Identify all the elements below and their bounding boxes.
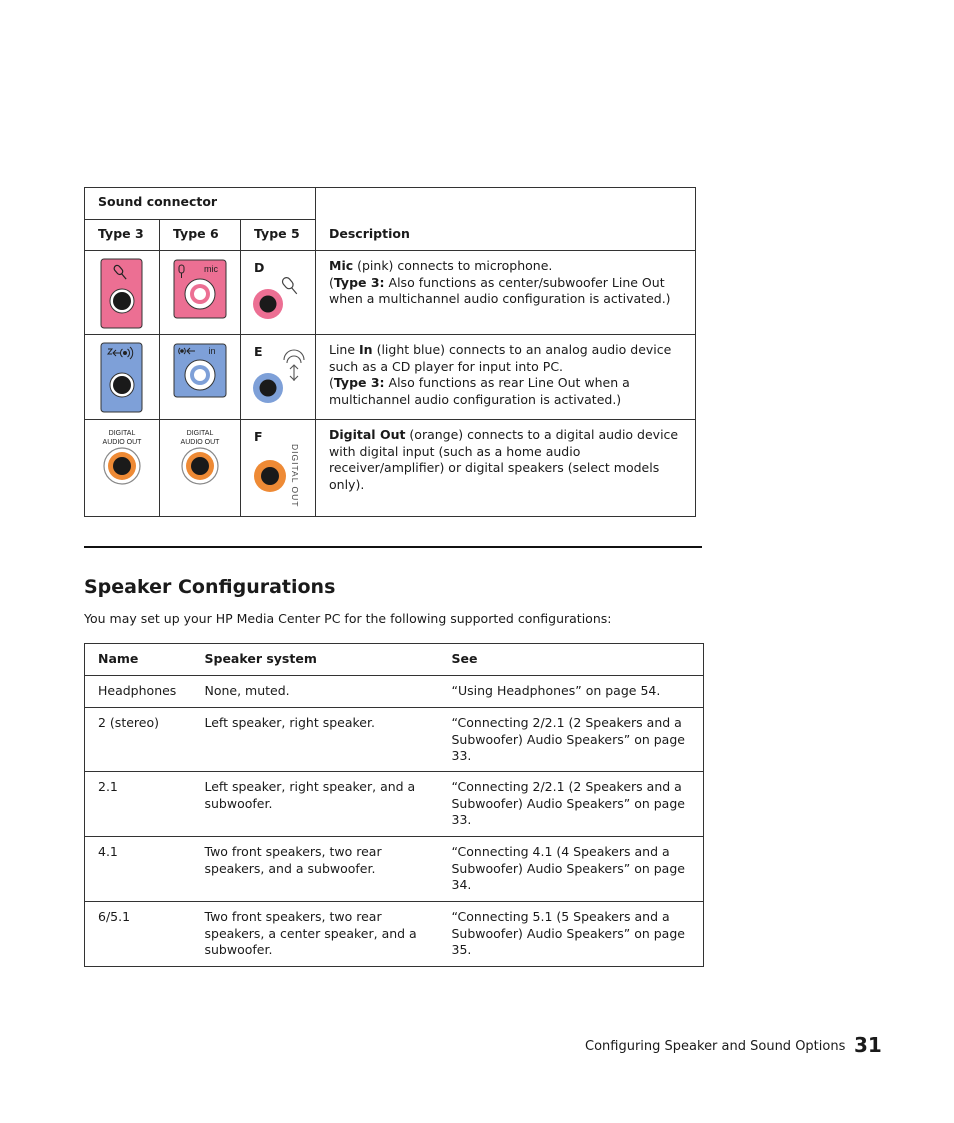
header-type6: Type 6 — [160, 220, 241, 251]
digital-out-description — [316, 420, 696, 517]
table-row — [85, 708, 704, 772]
header-type5: Type 5 — [241, 220, 316, 251]
connector-row-digital-out — [85, 420, 696, 517]
type3-mic-jack-icon — [85, 251, 160, 335]
section-divider — [84, 546, 702, 548]
mic-desc-text2: Also functions as center/subwoofer Line Out when a multichannel audio configuration is activated.) — [329, 274, 671, 306]
type5-line-in-cell — [241, 335, 316, 420]
config-name: 4.1 — [85, 837, 192, 902]
type5-digital-out-label: DIGITAL OUT — [290, 444, 300, 508]
connector-letter-e: E — [254, 344, 263, 359]
config-see: “Using Headphones” on page 54. — [439, 676, 704, 708]
type3-digital-label-1: DIGITAL — [108, 430, 136, 437]
mic-desc-term: Mic — [329, 258, 354, 273]
config-name: 6/5.1 — [85, 902, 192, 967]
config-see: “Connecting 2/2.1 (2 Speakers and a Subwoofer) Audio Speakers” on page 33. — [439, 708, 704, 772]
type6-digital-label-1: DIGITAL — [186, 430, 214, 437]
type3-line-in-jack-icon — [85, 335, 160, 420]
header-name: Name — [85, 644, 192, 676]
config-system: None, muted. — [192, 676, 439, 708]
header-see: See — [439, 644, 704, 676]
type6-line-in-cell — [160, 335, 241, 420]
line-in-desc-text2: Also functions as rear Line Out when a multichannel audio configuration is activated.) — [329, 375, 630, 407]
config-system: Two front speakers, two rear speakers, a center speaker, and a subwoofer. — [192, 902, 439, 967]
type6-mic-label: mic — [204, 264, 218, 274]
config-system: Left speaker, right speaker. — [192, 708, 439, 772]
connector-row-line-in — [85, 335, 696, 420]
digital-out-desc-text: (orange) connects to a digital audio device with digital input (such as a home audio receiver/amplifier) or digital speakers (select models only). — [329, 427, 679, 492]
speaker-config-table — [84, 643, 704, 967]
mic-desc-text: (pink) connects to microphone. — [353, 258, 553, 273]
header-sound-connector: Sound connector — [85, 188, 316, 220]
config-system: Left speaker, right speaker, and a subwoofer. — [192, 772, 439, 837]
sound-connector-table — [84, 187, 696, 517]
config-name: Headphones — [85, 676, 192, 708]
header-type3: Type 3 — [85, 220, 160, 251]
table-row — [85, 772, 704, 837]
table-row — [85, 902, 704, 967]
type3-digital-out-cell — [85, 420, 160, 517]
section-title: Speaker Configurations — [84, 576, 336, 598]
type6-digital-label-2: AUDIO OUT — [180, 439, 220, 446]
connector-letter-d: D — [254, 260, 265, 275]
header-speaker-system: Speaker system — [192, 644, 439, 676]
line-in-desc-type3: Type 3: — [333, 375, 385, 390]
digital-out-desc-term: Digital Out — [329, 427, 406, 442]
type3-digital-label-2: AUDIO OUT — [102, 439, 142, 446]
section-intro: You may set up your HP Media Center PC for the following supported configurations: — [84, 611, 612, 626]
type5-mic-cell — [241, 251, 316, 335]
config-see: “Connecting 2/2.1 (2 Speakers and a Subwoofer) Audio Speakers” on page 33. — [439, 772, 704, 837]
line-in-desc-paren: ( — [329, 375, 334, 390]
config-see: “Connecting 5.1 (5 Speakers and a Subwoofer) Audio Speakers” on page 35. — [439, 902, 704, 967]
config-name: 2.1 — [85, 772, 192, 837]
type3-mic-cell — [85, 251, 160, 335]
type6-mic-cell — [160, 251, 241, 335]
footer-chapter-title: Configuring Speaker and Sound Options — [585, 1039, 846, 1054]
type6-in-label: in — [208, 346, 216, 356]
line-in-desc-pre: Line — [329, 342, 360, 357]
config-see: “Connecting 4.1 (4 Speakers and a Subwoofer) Audio Speakers” on page 34. — [439, 837, 704, 902]
config-name: 2 (stereo) — [85, 708, 192, 772]
type6-digital-out-jack-icon — [160, 420, 241, 517]
table-row — [85, 676, 704, 708]
line-in-desc-text: (light blue) connects to an analog audio device such as a CD player for input into PC. — [329, 342, 672, 374]
type5-line-in-jack-icon — [241, 335, 316, 420]
line-in-desc-term: In — [359, 342, 373, 357]
table-row — [85, 837, 704, 902]
line-in-description — [316, 335, 696, 420]
page-number: 31 — [854, 1033, 882, 1057]
type6-digital-out-cell — [160, 420, 241, 517]
type5-digital-out-cell — [241, 420, 316, 517]
type5-mic-jack-icon — [241, 251, 316, 335]
mic-desc-paren: ( — [329, 274, 334, 290]
type3-line-in-cell — [85, 335, 160, 420]
mic-description — [316, 251, 696, 335]
config-system: Two front speakers, two rear speakers, and a subwoofer. — [192, 837, 439, 902]
header-description: Description — [316, 188, 696, 251]
type5-digital-out-jack-icon — [241, 420, 316, 517]
type3-digital-out-jack-icon — [85, 420, 160, 517]
type6-mic-jack-icon — [160, 251, 241, 335]
mic-desc-type3: Type 3: — [333, 274, 385, 290]
type6-line-in-jack-icon — [160, 335, 241, 420]
connector-row-mic — [85, 251, 696, 335]
connector-letter-f: F — [254, 429, 263, 444]
